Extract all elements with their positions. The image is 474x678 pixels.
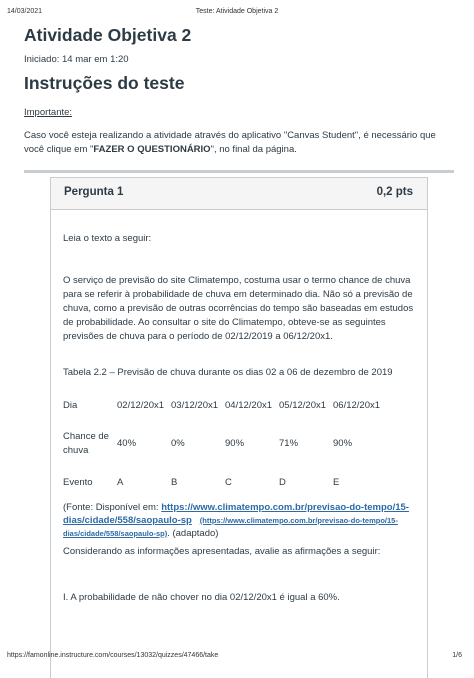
- source-link[interactable]: https://www.climatempo.com.br/previsao-do-tempo/15-dias/cidade/558/saopaulo-sp: [63, 502, 409, 526]
- table-cell: 02/12/20x1: [117, 400, 165, 411]
- section-divider: [24, 170, 454, 173]
- notice-text-before: Caso você esteja realizando a atividade através do aplicativo "Canvas Student", é necessário que você clique em ": [24, 130, 436, 155]
- row-label-event: Evento: [63, 477, 93, 488]
- rain-forecast-table: [63, 391, 387, 499]
- table-cell: 40%: [117, 438, 137, 449]
- instructions-heading: Instruções do teste: [24, 73, 185, 93]
- table-cell: 05/12/20x1: [279, 400, 327, 411]
- row-label-day: Dia: [63, 400, 78, 411]
- question-text: O serviço de previsão do site Climatempo, costuma usar o termo chance de chuva para se referir à probabilidade de chuva em determinado dia. Não só a previsão de chuva, como a previsão de outras ocorrências do tempo são baseadas em estudos de probabilidade. Ao consultar o site do Climatempo, obteve-se as seguintes previsões de chuva para o período de 02/12/2019 a 06/12/20x1.: [63, 275, 414, 342]
- print-header: [0, 8, 474, 20]
- table-cell: 90%: [225, 438, 245, 449]
- notice-bold-text: FAZER O QUESTIONÁRIO: [93, 144, 211, 155]
- question-card: [50, 177, 428, 678]
- question-points: 0,2 pts: [376, 186, 413, 198]
- table-cell: 90%: [333, 438, 353, 449]
- print-footer: [0, 652, 474, 664]
- source-suffix: . (adaptado): [167, 528, 219, 539]
- table-cell: 71%: [279, 438, 299, 449]
- footer-url: https://famonline.instructure.com/courses/13032/quizzes/47466/take: [7, 652, 219, 659]
- table-cell: 0%: [171, 438, 185, 449]
- source-link-small[interactable]: (https://www.climatempo.com.br/previsao-do-tempo/15-dias/cidade/558/saopaulo-sp): [63, 516, 398, 538]
- canvas-student-notice: [24, 129, 454, 157]
- print-title: Teste: Atividade Objetiva 2: [195, 8, 279, 15]
- table-cell: D: [279, 477, 286, 488]
- table-cell: B: [171, 477, 178, 488]
- table-cell: 03/12/20x1: [171, 400, 219, 411]
- page-title: Atividade Objetiva 2: [24, 25, 192, 45]
- page-counter: 1/6: [452, 652, 462, 659]
- table-row-chance: [63, 421, 387, 467]
- started-time: Iniciado: 14 mar em 1:20: [24, 54, 129, 65]
- table-caption: Tabela 2.2 – Previsão de chuva durante os dias 02 a 06 de dezembro de 2019: [63, 367, 393, 378]
- table-cell: 04/12/20x1: [225, 400, 273, 411]
- table-cell: E: [333, 477, 340, 488]
- read-prompt: Leia o texto a seguir:: [63, 233, 152, 244]
- notice-text-after: ", no final da página.: [210, 144, 297, 155]
- important-label: Importante:: [24, 107, 73, 118]
- source-citation: [63, 501, 415, 540]
- consider-prompt: Considerando as informações apresentadas, avalie as afirmações a seguir:: [63, 546, 381, 557]
- table-cell: 06/12/20x1: [333, 400, 381, 411]
- table-row-day: [63, 391, 387, 421]
- question-header: [51, 178, 427, 210]
- print-date: 14/03/2021: [7, 8, 43, 15]
- row-label-chance: Chance de chuva: [63, 431, 109, 456]
- table-cell: C: [225, 477, 232, 488]
- source-prefix: (Fonte: Disponível em:: [63, 502, 162, 513]
- quiz-content: [24, 24, 452, 173]
- question-name: Pergunta 1: [64, 186, 124, 198]
- statement-item-1: I. A probabilidade de não chover no dia 02/12/20x1 é igual a 60%.: [63, 592, 340, 603]
- table-row-event: [63, 467, 387, 499]
- table-cell: A: [117, 477, 124, 488]
